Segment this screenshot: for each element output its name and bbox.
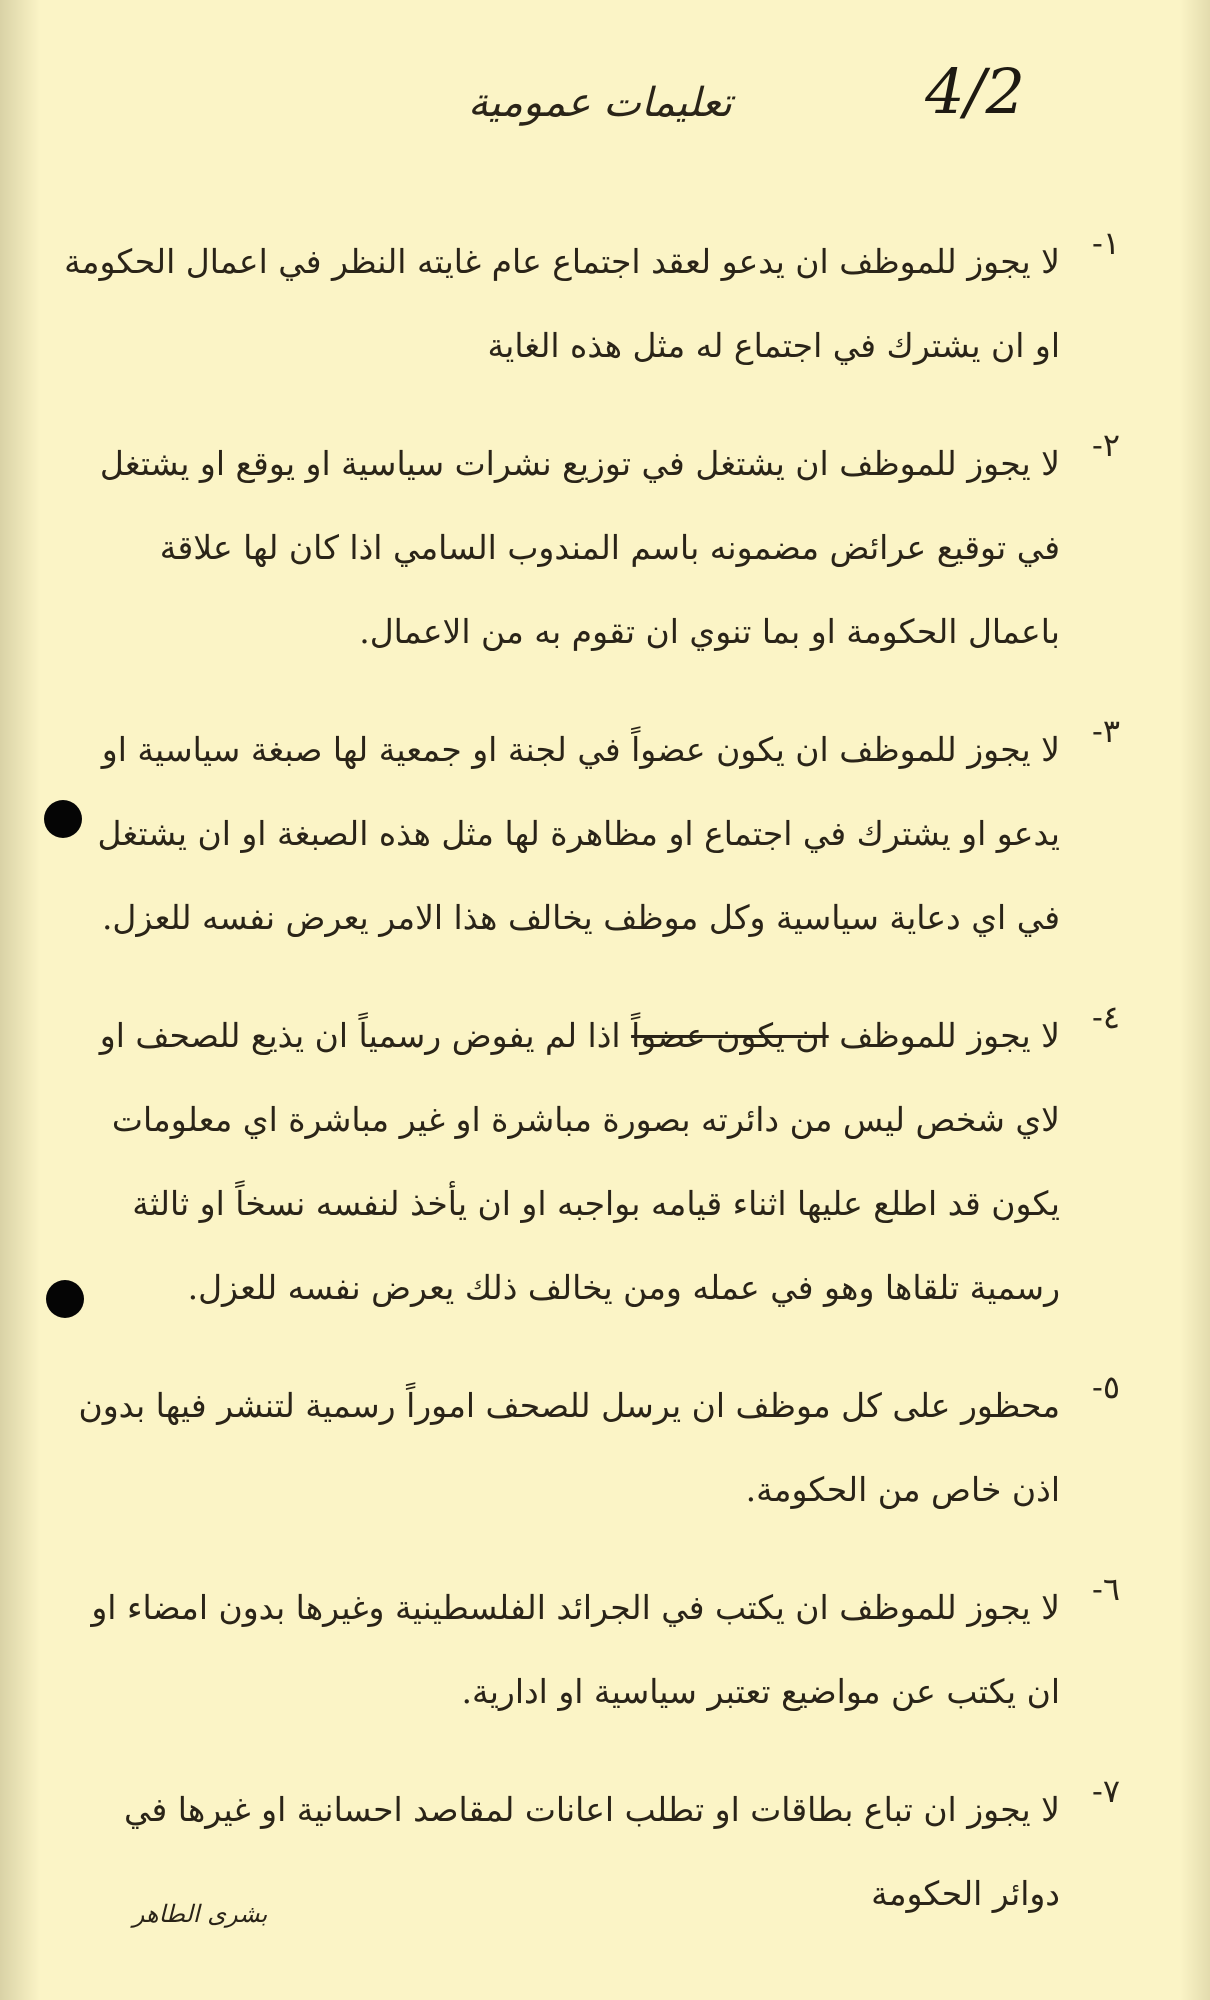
item-text-start: لا يجوز للموظف: [839, 1016, 1060, 1055]
item-text: لا يجوز للموظف ان يكتب في الجرائد الفلسطينية وغيرها بدون امضاء او ان يكتب عن مواضيع تعتبر سياسية او ادارية.: [91, 1588, 1060, 1711]
list-item: [60, 422, 1120, 674]
list-item: [60, 994, 1120, 1330]
list-item: [60, 1566, 1120, 1734]
item-number: ٢-: [1092, 426, 1120, 464]
document-title: تعليمات عمومية: [467, 80, 733, 126]
item-number: ٧-: [1092, 1772, 1120, 1810]
punch-hole: [44, 800, 82, 838]
item-text: لا يجوز للموظف ان يكون عضواً في لجنة او جمعية لها صبغة سياسية او يدعو او يشترك في اجتماع او مظاهرة لها مثل هذه الصبغة او ان يشتغل في اي دعاية سياسية وكل موظف يخالف هذا الامر يعرض نفسه للعزل.: [97, 730, 1060, 937]
item-text: [60, 994, 1060, 1330]
punch-hole: [46, 1280, 84, 1318]
item-number: ٣-: [1092, 712, 1120, 750]
item-number: ٦-: [1092, 1570, 1120, 1608]
list-item: [60, 1364, 1120, 1532]
instructions-list: [60, 220, 1120, 1970]
item-number: ٥-: [1092, 1368, 1120, 1406]
item-text: لا يجوز للموظف ان يشتغل في توزيع نشرات سياسية او يوقع او يشتغل في توقيع عرائض مضمونه باسم المندوب السامي اذا كان لها علاقة باعمال الحكومة او بما تنوي ان تقوم به من الاعمال.: [99, 444, 1060, 651]
item-text: محظور على كل موظف ان يرسل للصحف اموراً رسمية لتنشر فيها بدون اذن خاص من الحكومة.: [78, 1386, 1060, 1509]
item-text-rest: اذا لم يفوض رسمياً ان يذيع للصحف او لاي شخص ليس من دائرته بصورة مباشرة او غير مباشرة اي معلومات يكون قد اطلع عليها اثناء قيامه بواجبه او ان يأخذ لنفسه نسخاً او ثالثة رسمية تلقاها وهو في عمله ومن يخالف ذلك يعرض نفسه للعزل.: [99, 1016, 1060, 1307]
paper-left-edge: [0, 0, 40, 2000]
item-text: لا يجوز ان تباع بطاقات او تطلب اعانات لمقاصد احسانية او غيرها في دوائر الحكومة: [124, 1790, 1060, 1913]
list-item: [60, 220, 1120, 388]
paper-right-edge: [1180, 0, 1210, 2000]
list-item: [60, 708, 1120, 960]
signature: بشرى الطاهر: [132, 1900, 268, 1928]
item-number: ١-: [1092, 224, 1120, 262]
item-number: ٤-: [1092, 998, 1120, 1036]
struck-out-text: ان يكون عضواً: [631, 1016, 829, 1055]
page-number: 4/2: [925, 55, 1025, 128]
item-text: لا يجوز للموظف ان يدعو لعقد اجتماع عام غايته النظر في اعمال الحكومة او ان يشترك في اجتماع له مثل هذه الغاية: [64, 242, 1060, 365]
